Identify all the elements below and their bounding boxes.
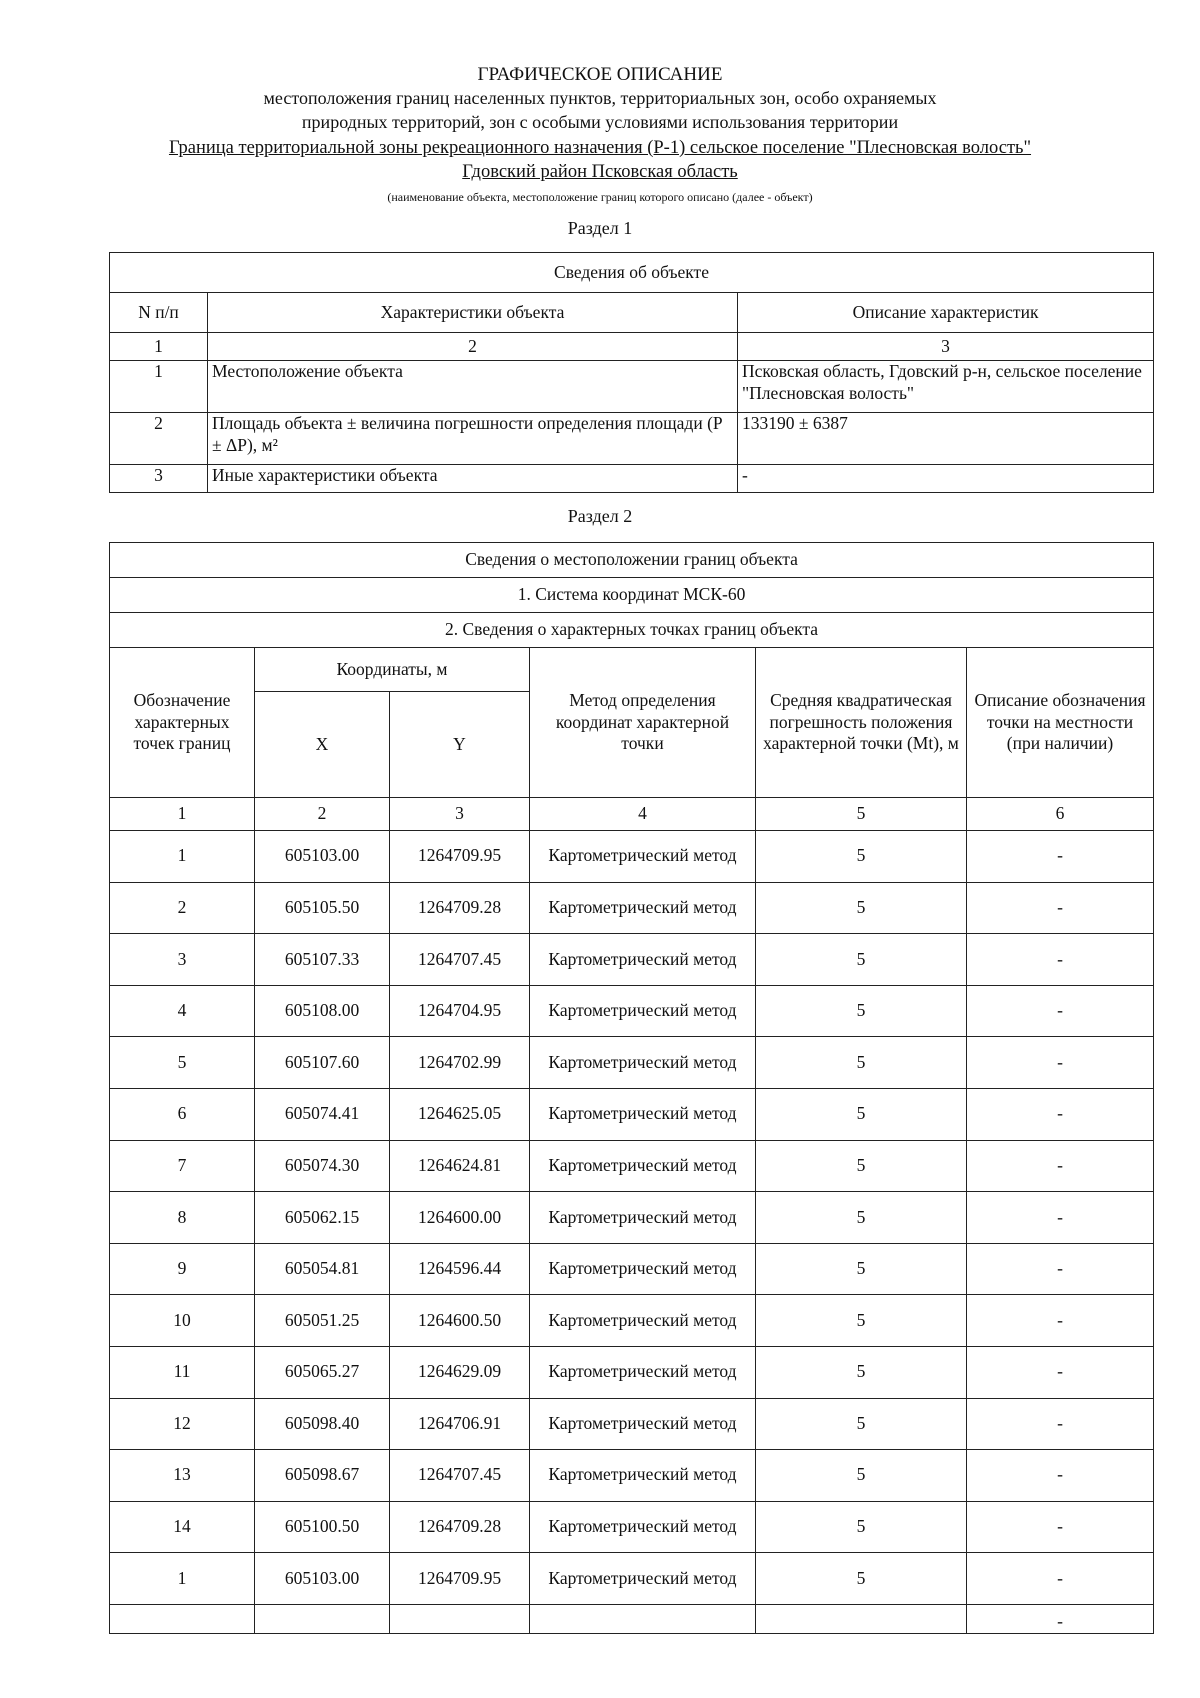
y-coordinate: 1264709.28	[390, 882, 530, 934]
x-coordinate: 605100.50	[255, 1501, 390, 1553]
col-number-1: 1	[110, 798, 255, 831]
x-coordinate: 605107.33	[255, 934, 390, 986]
error-value: 5	[756, 1346, 967, 1398]
table-row	[110, 1553, 1154, 1605]
table-row	[110, 1037, 1154, 1089]
y-coordinate: 1264707.45	[390, 1450, 530, 1502]
x-coordinate: 605098.67	[255, 1450, 390, 1502]
header-y: Y	[390, 692, 530, 798]
point-description: -	[967, 1604, 1154, 1633]
coordinate-system: 1. Система координат МСК-60	[110, 578, 1154, 613]
header-x: X	[255, 692, 390, 798]
error-value: 5	[756, 882, 967, 934]
y-coordinate: 1264600.00	[390, 1192, 530, 1244]
method: Картометрический метод	[530, 1140, 756, 1192]
table-row	[110, 882, 1154, 934]
method: Картометрический метод	[530, 1192, 756, 1244]
y-coordinate: 1264709.95	[390, 831, 530, 883]
point-label: 2	[110, 882, 255, 934]
col-number-4: 4	[530, 798, 756, 831]
table-row	[110, 985, 1154, 1037]
method: Картометрический метод	[530, 1088, 756, 1140]
method: Картометрический метод	[530, 882, 756, 934]
point-label: 8	[110, 1192, 255, 1244]
row-value: 133190 ± 6387	[738, 413, 1154, 465]
table-row	[110, 361, 1154, 413]
table-row	[110, 413, 1154, 465]
table-row	[110, 934, 1154, 986]
y-coordinate: 1264600.50	[390, 1295, 530, 1347]
error-value: 5	[756, 1295, 967, 1347]
point-description: -	[967, 934, 1154, 986]
error-value	[756, 1604, 967, 1633]
boundary-info-title: Сведения о местоположении границ объекта	[110, 543, 1154, 578]
y-coordinate: 1264709.95	[390, 1553, 530, 1605]
x-coordinate: 605103.00	[255, 1553, 390, 1605]
table-row	[110, 1346, 1154, 1398]
col-number-5: 5	[756, 798, 967, 831]
point-label: 3	[110, 934, 255, 986]
point-label: 6	[110, 1088, 255, 1140]
method: Картометрический метод	[530, 1553, 756, 1605]
object-name-line2: Гдовский район Псковская область	[462, 162, 738, 182]
table-row	[110, 831, 1154, 883]
table-row	[110, 1140, 1154, 1192]
table-row	[110, 1398, 1154, 1450]
error-value: 5	[756, 831, 967, 883]
method: Картометрический метод	[530, 831, 756, 883]
x-coordinate: 605105.50	[255, 882, 390, 934]
x-coordinate: 605103.00	[255, 831, 390, 883]
y-coordinate: 1264624.81	[390, 1140, 530, 1192]
error-value: 5	[756, 1398, 967, 1450]
object-name-note: (наименование объекта, местоположение границ которого описано (далее - объект)	[387, 190, 813, 204]
row-number: 2	[110, 413, 208, 465]
object-info-table	[109, 252, 1154, 493]
point-label: 14	[110, 1501, 255, 1553]
method: Картометрический метод	[530, 1346, 756, 1398]
boundary-points-table	[109, 542, 1154, 1634]
row-value: -	[738, 465, 1154, 493]
col-number-1: 1	[110, 333, 208, 361]
point-description: -	[967, 1450, 1154, 1502]
x-coordinate	[255, 1604, 390, 1633]
row-number: 1	[110, 361, 208, 413]
point-description: -	[967, 1037, 1154, 1089]
y-coordinate: 1264596.44	[390, 1243, 530, 1295]
point-label	[110, 1604, 255, 1633]
error-value: 5	[756, 1553, 967, 1605]
point-label: 13	[110, 1450, 255, 1502]
method: Картометрический метод	[530, 1243, 756, 1295]
point-description: -	[967, 882, 1154, 934]
point-label: 1	[110, 831, 255, 883]
col-number-3: 3	[738, 333, 1154, 361]
points-title: 2. Сведения о характерных точках границ объекта	[110, 613, 1154, 648]
document-subtitle-line1: местоположения границ населенных пунктов, территориальных зон, особо охраняемых	[263, 88, 937, 108]
row-characteristic: Местоположение объекта	[208, 361, 738, 413]
error-value: 5	[756, 1192, 967, 1244]
error-value: 5	[756, 1088, 967, 1140]
y-coordinate: 1264702.99	[390, 1037, 530, 1089]
x-coordinate: 605108.00	[255, 985, 390, 1037]
y-coordinate	[390, 1604, 530, 1633]
point-description: -	[967, 1088, 1154, 1140]
col-number-2: 2	[255, 798, 390, 831]
point-description: -	[967, 1398, 1154, 1450]
method: Картометрический метод	[530, 1037, 756, 1089]
header-coordinates: Координаты, м	[255, 648, 530, 692]
point-description: -	[967, 985, 1154, 1037]
table-row	[110, 1450, 1154, 1502]
table-row	[110, 1604, 1154, 1633]
header-description: Описание характеристик	[738, 293, 1154, 333]
header-method: Метод определения координат характерной точки	[530, 648, 756, 798]
x-coordinate: 605062.15	[255, 1192, 390, 1244]
row-characteristic: Площадь объекта ± величина погрешности определения площади (P ± ΔP), м²	[208, 413, 738, 465]
method: Картометрический метод	[530, 1450, 756, 1502]
error-value: 5	[756, 1243, 967, 1295]
method: Картометрический метод	[530, 1295, 756, 1347]
y-coordinate: 1264625.05	[390, 1088, 530, 1140]
method: Картометрический метод	[530, 934, 756, 986]
point-description: -	[967, 831, 1154, 883]
header-characteristics: Характеристики объекта	[208, 293, 738, 333]
point-description: -	[967, 1192, 1154, 1244]
error-value: 5	[756, 1501, 967, 1553]
method: Картометрический метод	[530, 1398, 756, 1450]
table-row	[110, 1501, 1154, 1553]
section2-label: Раздел 2	[567, 506, 633, 526]
table-row	[110, 1243, 1154, 1295]
point-description: -	[967, 1295, 1154, 1347]
x-coordinate: 605051.25	[255, 1295, 390, 1347]
table-row	[110, 465, 1154, 493]
document-subtitle-line2: природных территорий, зон с особыми условиями использования территории	[301, 112, 899, 132]
error-value: 5	[756, 1037, 967, 1089]
col-number-3: 3	[390, 798, 530, 831]
row-number: 3	[110, 465, 208, 493]
document-title: ГРАФИЧЕСКОЕ ОПИСАНИЕ	[477, 64, 723, 85]
object-name-line1: Граница территориальной зоны рекреационного назначения (Р-1) сельское поселение "Плесновская волость"	[168, 138, 1032, 158]
point-label: 1	[110, 1553, 255, 1605]
point-label: 5	[110, 1037, 255, 1089]
object-info-title: Сведения об объекте	[110, 253, 1154, 293]
y-coordinate: 1264629.09	[390, 1346, 530, 1398]
table-row	[110, 1088, 1154, 1140]
point-label: 7	[110, 1140, 255, 1192]
table-row	[110, 1192, 1154, 1244]
point-description: -	[967, 1346, 1154, 1398]
error-value: 5	[756, 1140, 967, 1192]
x-coordinate: 605074.30	[255, 1140, 390, 1192]
col-number-2: 2	[208, 333, 738, 361]
y-coordinate: 1264704.95	[390, 985, 530, 1037]
point-description: -	[967, 1140, 1154, 1192]
header-number: N п/п	[110, 293, 208, 333]
row-value: Псковская область, Гдовский р-н, сельское поселение "Плесновская волость"	[738, 361, 1154, 413]
point-label: 10	[110, 1295, 255, 1347]
table-row	[110, 1295, 1154, 1347]
point-description: -	[967, 1553, 1154, 1605]
method: Картометрический метод	[530, 1501, 756, 1553]
y-coordinate: 1264707.45	[390, 934, 530, 986]
error-value: 5	[756, 934, 967, 986]
point-label: 4	[110, 985, 255, 1037]
header-point: Обозначение характерных точек границ	[110, 648, 255, 798]
point-label: 9	[110, 1243, 255, 1295]
error-value: 5	[756, 985, 967, 1037]
y-coordinate: 1264706.91	[390, 1398, 530, 1450]
x-coordinate: 605074.41	[255, 1088, 390, 1140]
point-label: 11	[110, 1346, 255, 1398]
method: Картометрический метод	[530, 985, 756, 1037]
y-coordinate: 1264709.28	[390, 1501, 530, 1553]
x-coordinate: 605098.40	[255, 1398, 390, 1450]
x-coordinate: 605054.81	[255, 1243, 390, 1295]
col-number-6: 6	[967, 798, 1154, 831]
header-error: Средняя квадратическая погрешность положения характерной точки (Mt), м	[756, 648, 967, 798]
x-coordinate: 605065.27	[255, 1346, 390, 1398]
header-point-description: Описание обозначения точки на местности (при наличии)	[967, 648, 1154, 798]
row-characteristic: Иные характеристики объекта	[208, 465, 738, 493]
error-value: 5	[756, 1450, 967, 1502]
point-description: -	[967, 1243, 1154, 1295]
point-label: 12	[110, 1398, 255, 1450]
x-coordinate: 605107.60	[255, 1037, 390, 1089]
method	[530, 1604, 756, 1633]
point-description: -	[967, 1501, 1154, 1553]
section1-label: Раздел 1	[567, 218, 633, 238]
